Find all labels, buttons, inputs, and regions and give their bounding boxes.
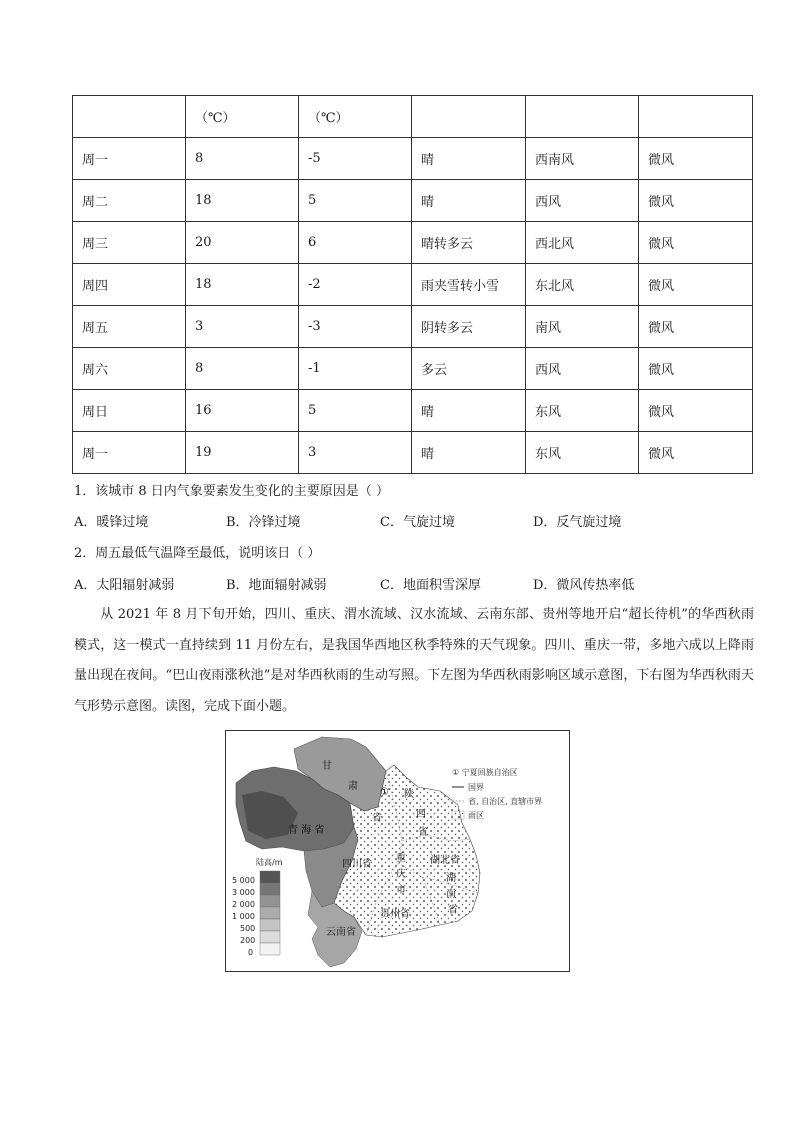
legend-national-border: 国界 [468, 783, 484, 792]
table-cell: 微风 [639, 138, 753, 180]
elevation-swatch [260, 895, 280, 907]
table-cell: -3 [299, 306, 412, 348]
table-cell: 8 [186, 138, 299, 180]
passage-text: 从 2021 年 8 月下旬开始，四川、重庆、渭水流域、汉水流域、云南东部、贵州等地开启“超长待机”的华西秋雨模式，这一模式一直持续到 11 月份左右，是我国华西地区秋季特殊的天气现象。四川、重庆一带，多地六成以上降雨量出现在夜间。“巴山夜雨涨秋池”是对华西秋雨的生动写照。下左图为华西秋雨影响区域示意图，下右图为华西秋雨天气形势示意图。读图，完成下面小题。 [74, 607, 754, 714]
elevation-swatch [260, 907, 280, 919]
question-2-option-a: A．太阳辐射减弱 [74, 578, 175, 593]
elevation-swatch [260, 919, 280, 931]
table-cell [526, 96, 639, 138]
table-row [73, 348, 753, 390]
table-cell [639, 96, 753, 138]
label-circle-1: ① [380, 787, 389, 798]
table-cell: 晴 [412, 390, 526, 432]
table-row [73, 306, 753, 348]
table-cell: 雨夹雪转小雪 [412, 264, 526, 306]
table-cell: 晴 [412, 138, 526, 180]
elevation-level: 1 000 [232, 912, 255, 921]
table-cell: 6 [299, 222, 412, 264]
table-cell: -2 [299, 264, 412, 306]
elevation-level: 500 [240, 924, 256, 933]
table-row [73, 264, 753, 306]
table-cell: 周五 [73, 306, 186, 348]
elevation-swatch [260, 931, 280, 943]
table-cell: 西风 [526, 348, 639, 390]
table-cell: 东风 [526, 390, 639, 432]
label-yunnan: 云南省 [326, 927, 356, 938]
table-cell: 3 [186, 306, 299, 348]
legend-rain-swatch [452, 811, 464, 819]
elevation-swatches [260, 871, 280, 955]
label-guizhou: 贵州省 [380, 909, 410, 920]
rain-region-map [225, 730, 570, 972]
legend-ningxia: ① 宁夏回族自治区 [452, 768, 518, 777]
table-cell: 20 [186, 222, 299, 264]
table-cell: 微风 [639, 432, 753, 474]
table-cell: 周日 [73, 390, 186, 432]
elevation-level: 2 000 [232, 900, 255, 909]
table-cell: -1 [299, 348, 412, 390]
table-cell [73, 96, 186, 138]
table-row [73, 138, 753, 180]
label-hubei: 湖北省 [430, 855, 460, 866]
label-gansu-sheng: 省 [372, 813, 382, 824]
table-cell: 晴 [412, 180, 526, 222]
label-qinghai: 青 海 省 [288, 825, 325, 836]
table-cell: 微风 [639, 264, 753, 306]
label-xi: 西 [416, 809, 426, 820]
elevation-level: 3 000 [232, 888, 255, 897]
table-cell: 周六 [73, 348, 186, 390]
question-2-option-b: B．地面辐射减弱 [226, 578, 327, 593]
label-hunan-sheng: 省 [448, 905, 458, 916]
label-hu: 湖 [446, 873, 456, 884]
label-nan: 南 [446, 889, 456, 900]
table-cell: （℃） [186, 96, 299, 138]
question-1-stem: 1．该城市 8 日内气象要素发生变化的主要原因是（ ） [74, 484, 389, 499]
table-row [73, 180, 753, 222]
table-cell: 东北风 [526, 264, 639, 306]
legend-province-border: 省, 自治区, 直辖市界 [468, 797, 543, 806]
question-1-option-c: C．气旋过境 [380, 515, 455, 530]
weather-table [72, 95, 753, 474]
table-cell: 微风 [639, 180, 753, 222]
question-2-stem: 2．周五最低气温降至最低，说明该日（ ） [74, 546, 321, 561]
table-cell: （℃） [299, 96, 412, 138]
table-cell: 多云 [412, 348, 526, 390]
table-cell: 周一 [73, 432, 186, 474]
table-cell: 8 [186, 348, 299, 390]
table-cell: 周二 [73, 180, 186, 222]
passage [74, 600, 754, 722]
label-sichuan: 四川省 [342, 859, 372, 870]
table-cell: 3 [299, 432, 412, 474]
table-cell: 18 [186, 264, 299, 306]
table-header-row [73, 96, 753, 138]
table-cell: 南风 [526, 306, 639, 348]
table-cell: 微风 [639, 348, 753, 390]
table-cell: 周三 [73, 222, 186, 264]
elevation-level: 5 000 [232, 876, 255, 885]
elevation-swatch [260, 883, 280, 895]
label-chong: 重 [396, 853, 406, 864]
table-cell: 5 [299, 180, 412, 222]
label-su: 肃 [348, 781, 358, 792]
label-shaanxi: 陕 [404, 789, 414, 800]
elevation-legend-title: 陆高/m [256, 858, 283, 867]
map-figure [226, 731, 569, 971]
question-2-option-c: C．地面积雪深厚 [380, 578, 481, 593]
table-cell [412, 96, 526, 138]
table-cell: 微风 [639, 306, 753, 348]
table-cell: 18 [186, 180, 299, 222]
elevation-swatch [260, 871, 280, 883]
elevation-swatch [260, 943, 280, 955]
table-cell: 东风 [526, 432, 639, 474]
table-cell: 晴 [412, 432, 526, 474]
table-cell: 微风 [639, 222, 753, 264]
table-cell: 微风 [639, 390, 753, 432]
question-1-option-a: A．暖锋过境 [74, 515, 149, 530]
table-cell: 周四 [73, 264, 186, 306]
label-gansu: 甘 [322, 761, 332, 772]
table-row [73, 222, 753, 264]
table-cell: 16 [186, 390, 299, 432]
question-2-option-d: D．微风传热率低 [533, 578, 635, 593]
table-cell: 西南风 [526, 138, 639, 180]
question-1-option-b: B．冷锋过境 [226, 515, 301, 530]
elevation-level: 200 [240, 936, 256, 945]
table-cell: 5 [299, 390, 412, 432]
table-cell: -5 [299, 138, 412, 180]
label-shi: 市 [396, 885, 406, 896]
table-cell: 晴转多云 [412, 222, 526, 264]
table-cell: 阴转多云 [412, 306, 526, 348]
table-row [73, 432, 753, 474]
table-cell: 19 [186, 432, 299, 474]
table-row [73, 390, 753, 432]
table-cell: 西风 [526, 180, 639, 222]
table-cell: 周一 [73, 138, 186, 180]
table-cell: 西北风 [526, 222, 639, 264]
label-qing: 庆 [396, 869, 406, 880]
legend-rain-area: 雨区 [468, 811, 484, 820]
label-shaanxi-sheng: 省 [418, 827, 428, 838]
question-1-option-d: D．反气旋过境 [533, 515, 622, 530]
elevation-level: 0 [248, 948, 254, 957]
